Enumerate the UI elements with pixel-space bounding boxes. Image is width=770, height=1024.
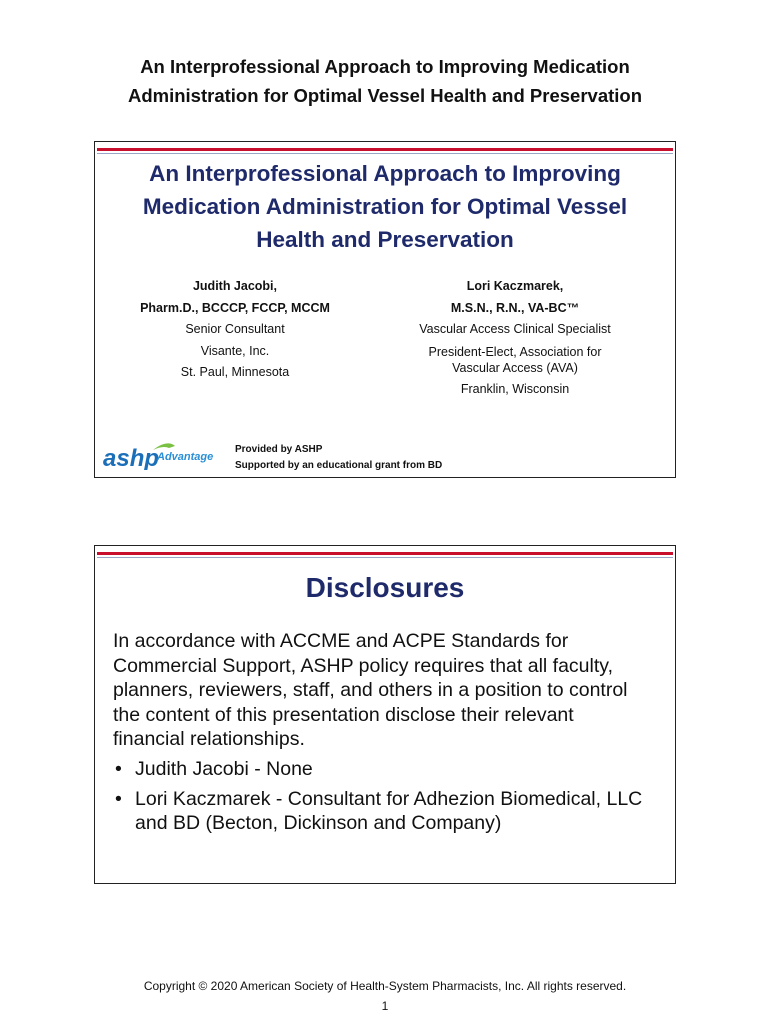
author-location: Franklin, Wisconsin bbox=[460, 381, 570, 396]
disclosures-body bbox=[113, 629, 661, 841]
author-org-line-1: President-Elect, Association for bbox=[428, 344, 602, 359]
body-line: the content of this presentation disclose their relevant bbox=[113, 703, 574, 726]
list-item-line: and BD (Becton, Dickinson and Company) bbox=[135, 812, 502, 835]
author-kaczmarek bbox=[405, 276, 625, 400]
bullet-marker: • bbox=[115, 757, 122, 780]
page-header bbox=[60, 52, 710, 110]
disclosures-slide bbox=[94, 545, 676, 884]
logo-main-text: ashp bbox=[103, 445, 160, 470]
title-slide bbox=[94, 141, 676, 478]
provided-by: Provided by ASHP bbox=[235, 444, 323, 455]
body-line: In accordance with ACCME and ACPE Standards for bbox=[113, 630, 569, 652]
list-item bbox=[113, 757, 661, 782]
supported-by: Supported by an educational grant from BD bbox=[235, 460, 443, 471]
disclosure-list bbox=[113, 757, 661, 836]
page-number: 1 bbox=[381, 999, 389, 1013]
author-credentials: M.S.N., R.N., VA-BC™ bbox=[450, 300, 580, 315]
author-name: Lori Kaczmarek, bbox=[466, 279, 564, 293]
author-jacobi bbox=[135, 276, 335, 384]
author-location: St. Paul, Minnesota bbox=[180, 365, 290, 379]
body-line: Commercial Support, ASHP policy requires that all faculty, bbox=[113, 654, 613, 677]
ashp-advantage-logo bbox=[101, 440, 223, 470]
author-role: Vascular Access Clinical Specialist bbox=[419, 322, 611, 336]
author-role: Senior Consultant bbox=[185, 322, 285, 336]
page-footer bbox=[0, 976, 770, 1016]
author-org bbox=[405, 344, 625, 376]
author-org: Visante, Inc. bbox=[200, 343, 270, 358]
slide-title-line-3: Health and Preservation bbox=[256, 227, 514, 252]
body-line: financial relationships. bbox=[113, 728, 305, 751]
page-header-line-2: Administration for Optimal Vessel Health and Preservation bbox=[127, 85, 643, 106]
slide-title-line-1: An Interprofessional Approach to Improving bbox=[149, 161, 621, 186]
slide-accent-bar bbox=[97, 148, 673, 151]
bullet-marker: • bbox=[115, 787, 122, 810]
list-item-line: Judith Jacobi - None bbox=[135, 757, 313, 780]
list-item-line: Lori Kaczmarek - Consultant for Adhezion Biomedical, LLC bbox=[135, 787, 643, 810]
body-line: planners, reviewers, staff, and others in a position to control bbox=[113, 679, 628, 702]
author-credentials: Pharm.D., BCCCP, FCCP, MCCM bbox=[140, 300, 330, 315]
slide-title-line-2: Medication Administration for Optimal Vessel bbox=[142, 194, 628, 219]
slide-accent-line bbox=[97, 153, 673, 154]
sponsor-info bbox=[235, 442, 442, 474]
slide-accent-bar bbox=[97, 552, 673, 555]
slide-title: Disclosures bbox=[305, 572, 465, 603]
slide-title bbox=[95, 157, 675, 256]
slide-accent-line bbox=[97, 557, 673, 558]
logo-sub-text: Advantage bbox=[157, 451, 214, 463]
page-header-line-1: An Interprofessional Approach to Improving Medication bbox=[140, 56, 630, 77]
author-org-line-2: Vascular Access (AVA) bbox=[452, 360, 578, 375]
copyright-notice: Copyright © 2020 American Society of Health-System Pharmacists, Inc. All rights reserved. bbox=[143, 979, 627, 993]
author-name: Judith Jacobi, bbox=[192, 279, 278, 293]
list-item bbox=[113, 787, 661, 836]
